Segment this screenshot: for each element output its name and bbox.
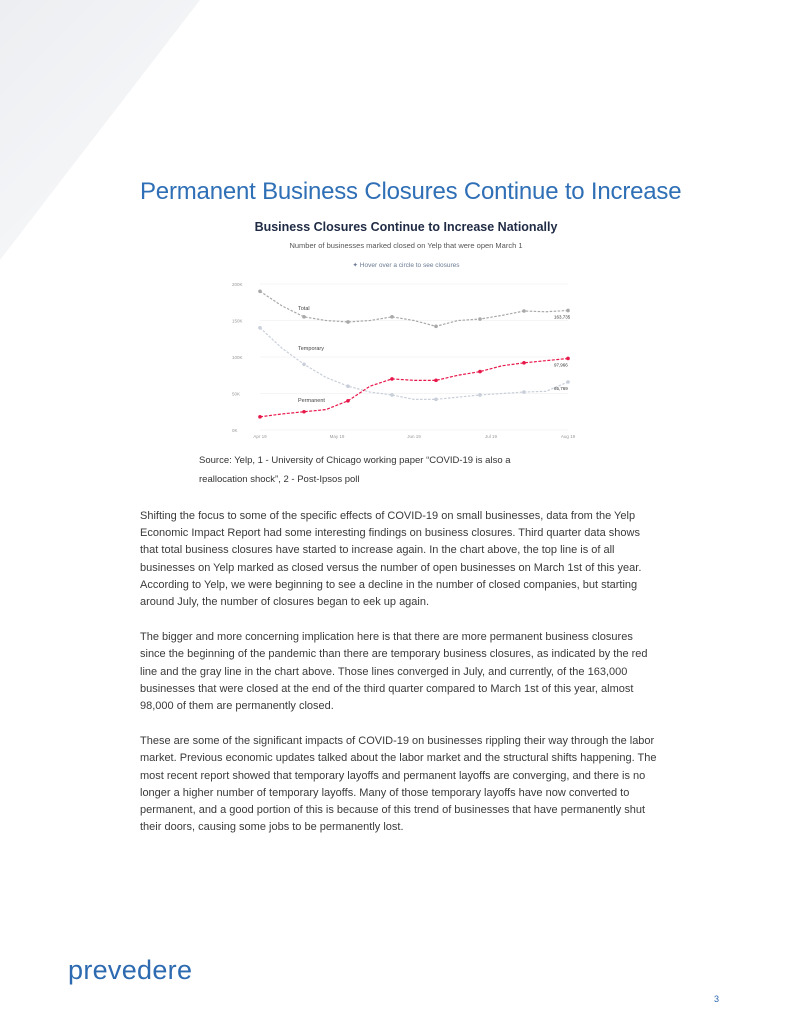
pointer-icon: ✦ [352,262,358,269]
data-point [302,410,306,414]
paragraph-1: Shifting the focus to some of the specific effects of COVID-19 on small businesses, data from the Yelp Economic Impact Report had some interesting findings on business closures. Third quarter data shows that total business closures have started to increase again. In the chart above, the top line is of all businesses on Yelp marked as closed versus the number of open businesses on March 1st of this year. According to Yelp, we were beginning to see a decline in the number of closed companies, but starting around July, the number of closures began to eek up again. [140,510,642,609]
corner-decoration [0,0,200,260]
series-end-label: 97,966 [554,362,568,368]
data-point [434,325,438,329]
data-point [566,380,570,384]
data-point [478,317,482,321]
series-name-label: Total [298,305,310,312]
body-text [140,508,660,854]
data-point [346,384,350,388]
y-tick-label: 50K [232,391,241,397]
y-tick-label: 150K [232,318,243,324]
x-tick-label: Aug 19 [560,434,576,439]
data-point [478,393,482,397]
chart-source: Source: Yelp, 1 - University of Chicago working paper “COVID-19 is also a reallocation shock”, 2 - Post-Ipsos poll [199,455,511,485]
page-title: Permanent Business Closures Continue to Increase [140,178,682,205]
data-point [522,390,526,394]
data-point [522,361,526,365]
x-tick-label: Jul 19 [484,434,498,439]
data-point [478,370,482,374]
y-tick-label: 100K [232,355,243,360]
data-point [566,309,570,313]
series-name-label: Temporary [298,346,324,353]
data-point [434,379,438,383]
data-point [566,357,570,361]
series-end-label: 163,735 [554,314,571,320]
data-point [346,399,350,403]
chart-hint-text: Hover over a circle to see closures [359,262,460,269]
page-number: 3 [714,994,720,1004]
data-point [258,415,262,419]
data-point [302,363,306,367]
closures-chart [228,220,584,442]
paragraph-3: These are some of the significant impacts of COVID-19 on businesses rippling their way through the labor market. Previous economic updates talked about the labor market and the structural shifts happening. The most recent report showed that temporary layoffs and permanent layoffs are converging, and there is no longer a higher number of temporary layoffs. Many of those temporary layoffs have now converted to permanent, and a good portion of this is because of this trend of businesses that have permanently shut their doors, causing some jobs to be permanently lost. [140,735,657,834]
chart-plot [228,220,584,442]
data-point [522,309,526,313]
chart-hint [228,261,584,269]
data-point [258,290,262,294]
data-point [302,315,306,319]
x-tick-label: Apr 19 [253,434,267,439]
paragraph-2: The bigger and more concerning implication here is that there are more permanent business closures since the beginning of the pandemic than there are temporary business closures, as indicated by the red line and the gray line in the chart above. Those lines converged in July, and currently, of the 163,000 businesses that were closed at the end of the third quarter compared to March 1st of this year, almost 98,000 of them are permanently closed. [140,631,648,713]
chart-subtitle: Number of businesses marked closed on Yelp that were open March 1 [289,241,523,250]
series-end-label: 65,769 [554,385,568,391]
y-tick-label: 200K [232,282,243,287]
y-tick-label: 0K [232,428,238,433]
data-point [390,315,394,319]
series-name-label: Permanent [298,397,325,404]
data-point [390,393,394,397]
x-tick-label: May 19 [329,434,345,439]
data-point [346,320,350,324]
data-point [258,326,262,330]
data-point [434,398,438,402]
data-point [390,377,394,381]
chart-title: Business Closures Continue to Increase Nationally [254,220,558,234]
company-logo: prevedere [68,955,193,985]
x-tick-label: Jun 19 [407,434,421,439]
series-line-permanent [260,358,568,416]
